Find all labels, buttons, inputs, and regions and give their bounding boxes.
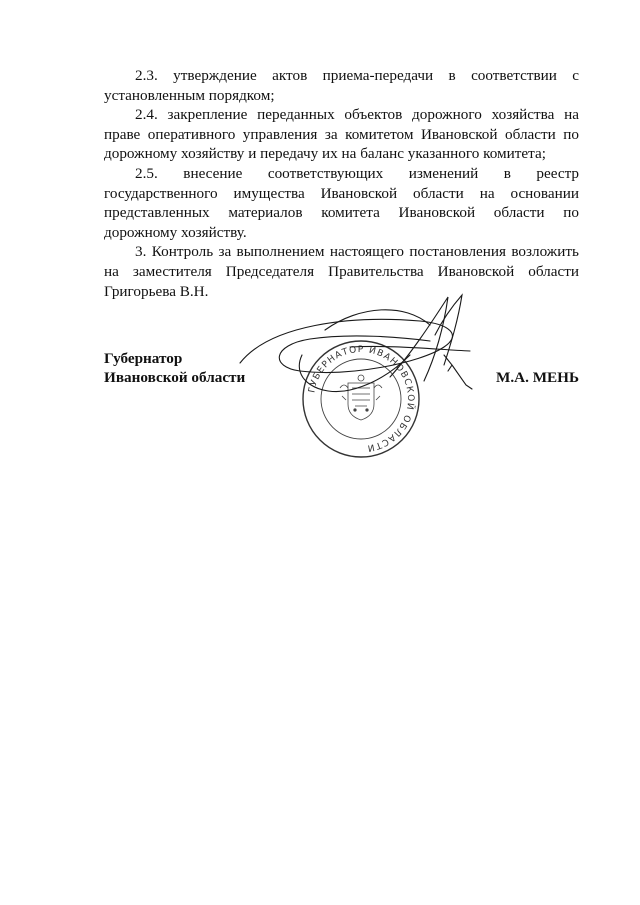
signature-stroke-6 [350, 346, 470, 351]
signature-stroke-7 [325, 310, 430, 330]
signature-stroke-5 [444, 355, 472, 389]
document-body [104, 66, 579, 301]
signatory-title [104, 349, 245, 387]
seal-text: ГУБЕРНАТОР ИВАНОВСКОЙ ОБЛАСТИ [307, 344, 416, 453]
handwritten-signature [230, 285, 490, 415]
signature-stroke-4 [435, 295, 462, 365]
signatory-name: М.А. МЕНЬ [496, 369, 580, 386]
paragraph-3: 3. Контроль за выполнением настоящего постановления возложить на заместителя Председателя Правительства Ивановской области Григорьева В.Н. [104, 243, 579, 300]
paragraph-2-4: 2.4. закрепление переданных объектов дорожного хозяйства на праве оперативного управления за комитетом Ивановской области по дорожному хозяйству и передачу их на баланс указанного комитета; [104, 106, 579, 163]
signatory-title-line1: Губернатор [104, 350, 183, 367]
paragraph-2-3: 2.3. утверждение актов приема-передачи в соответствии с установленным порядком; [104, 67, 579, 104]
signature-stroke-3 [390, 297, 448, 381]
paragraph-2-5: 2.5. внесение соответствующих изменений в реестр государственного имущества Ивановской области на основании представленных материалов комитета Ивановской области по дорожному хозяйству. [104, 164, 579, 241]
signatory-title-line2: Ивановской области [104, 369, 246, 386]
signature-stroke-1 [240, 319, 452, 372]
